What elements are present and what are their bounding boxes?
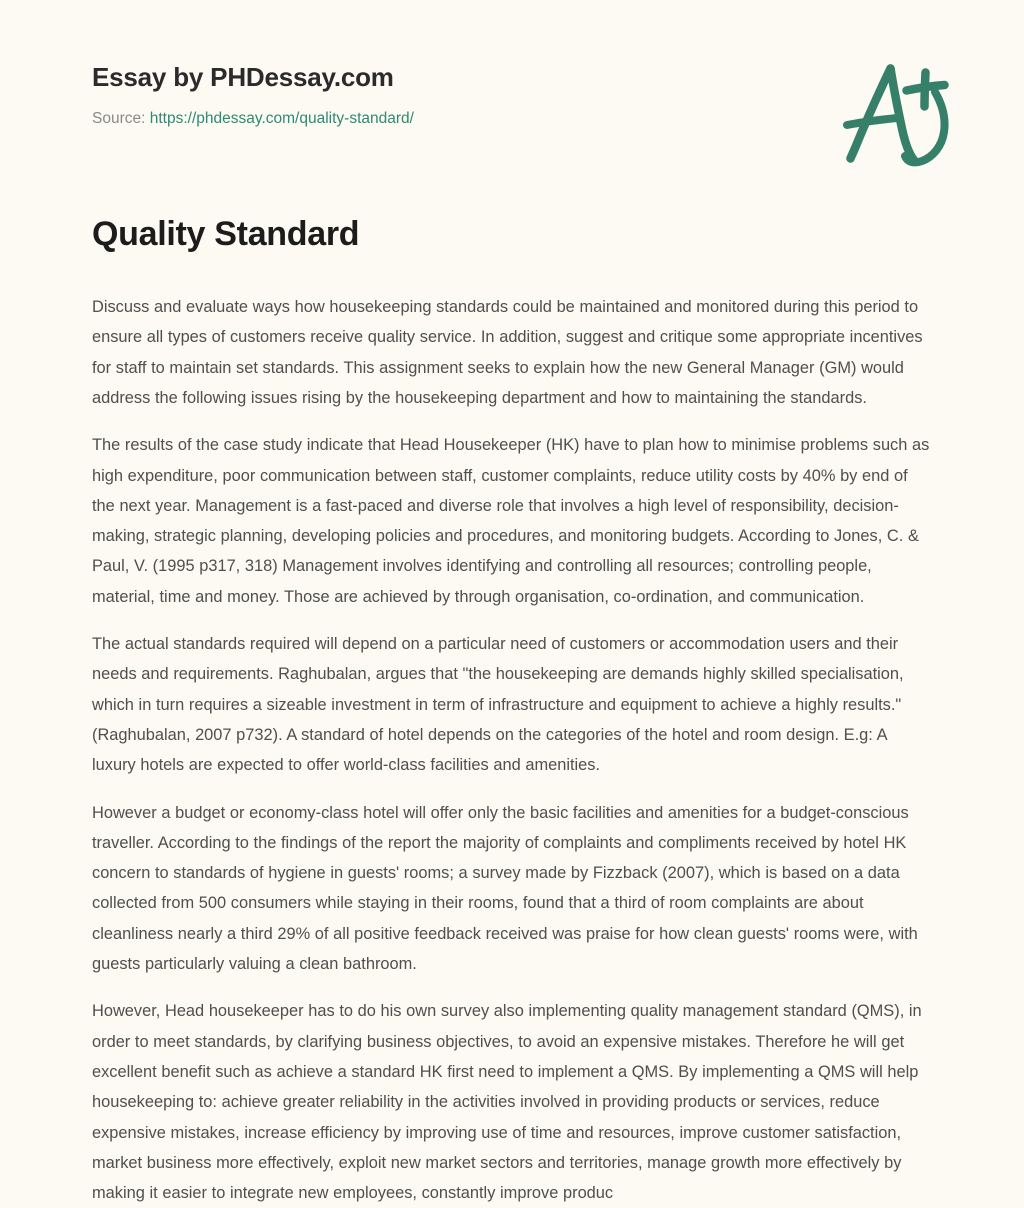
paragraph: However, Head housekeeper has to do his own survey also implementing quality management standard (QMS), in order to meet standards, by clarifying business objectives, to avoid an expensive mistakes. Therefore he will get excellent benefit such as achieve a standard HK first need to implement a QMS. By implementing a QMS will help housekeeping to: achieve greater reliability in the activities involved in providing products or services, reduce expensive mistakes, increase efficiency by improving use of time and resources, improve customer satisfaction, market business more effectively, exploit new market sectors and territories, manage growth more effectively by making it easier to integrate new employees, constantly improve produc [92, 1002, 922, 1203]
paragraph: Discuss and evaluate ways how housekeeping standards could be maintained and monitored during this period to ensure all types of customers receive quality service. In addition, suggest and critique some appropriate incentives for staff to maintain set standards. This assignment seeks to explain how the new General Manager (GM) would address the following issues rising by the housekeeping department and how to maintaining the standards. [92, 298, 923, 407]
source-url-link[interactable]: https://phdessay.com/quality-standard/ [149, 110, 414, 128]
source-label: Source: [92, 110, 146, 128]
paragraph: However a budget or economy-class hotel will offer only the basic facilities and amenities for a budget-conscious traveller. According to the findings of the report the majority of complaints and compliments received by hotel HK concern to standards of hygiene in guests' rooms; a survey made by Fizzback (2007), which is based on a data collected from 500 consumers while staying in their rooms, found that a third of room complaints are about cleanliness nearly a third 29% of all positive feedback received was praise for how clean guests' rooms were, with guests particularly valuing a clean bathroom. [92, 803, 918, 974]
a-plus-logo-icon [832, 52, 962, 172]
article [92, 215, 930, 1208]
paragraph: The results of the case study indicate that Head Housekeeper (HK) have to plan how to minimise problems such as high expenditure, poor communication between staff, customer complaints, reduce utility costs by 40% by end of the next year. Management is a fast-paced and diverse role that involves a high level of responsibility, decision-making, strategic planning, developing policies and procedures, and monitoring budgets. According to Jones, C. & Paul, V. (1995 p317, 318) Management involves identifying and controlling all resources; controlling people, material, time and money. Those are achieved by through organisation, co-ordination, and communication. [92, 436, 930, 606]
article-body [92, 292, 930, 1208]
source-line [92, 109, 932, 129]
paragraph: The actual standards required will depend on a particular need of customers or accommodation users and their needs and requirements. Raghubalan, argues that "the housekeeping are demands highly skilled specialisation, which in turn requires a sizeable investment in term of infrastructure and equipment to achieve a highly results." (Raghubalan, 2007 p732). A standard of hotel depends on the categories of the hotel and room design. E.g: A luxury hotels are expected to offer world-class facilities and amenities. [92, 635, 904, 775]
brand-title: Essay by PHDessay.com [92, 62, 394, 92]
page-title: Quality Standard [92, 215, 360, 253]
page-header [92, 62, 932, 182]
